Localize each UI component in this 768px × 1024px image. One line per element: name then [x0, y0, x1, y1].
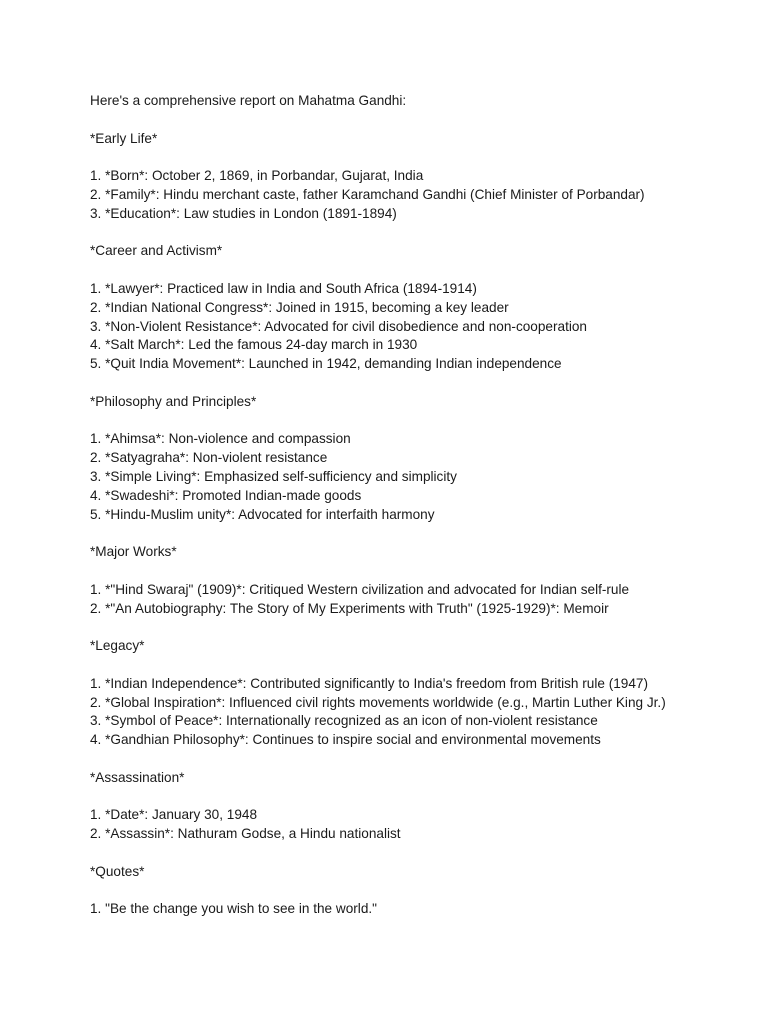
- major-works-list: [90, 581, 730, 619]
- list-item: 1. "Be the change you wish to see in the world.": [90, 901, 377, 917]
- spacer: [90, 787, 730, 806]
- section-heading-quotes: *Quotes*: [90, 863, 145, 879]
- quotes-list: [90, 900, 730, 919]
- list-item: 2. *Family*: Hindu merchant caste, father Karamchand Gandhi (Chief Minister of Porbandar): [90, 186, 645, 202]
- spacer: [90, 750, 730, 769]
- list-item: 3. *Symbol of Peace*: Internationally recognized as an icon of non-violent resistance: [90, 713, 598, 729]
- list-item: 5. *Quit India Movement*: Launched in 1942, demanding Indian independence: [90, 356, 562, 372]
- list-item: 2. *Satyagraha*: Non-violent resistance: [90, 450, 328, 466]
- list-item: 1. *Lawyer*: Practiced law in India and South Africa (1894-1914): [90, 280, 477, 296]
- list-item: 3. *Non-Violent Resistance*: Advocated for civil disobedience and non-cooperation: [90, 318, 587, 334]
- spacer: [90, 618, 730, 637]
- spacer: [90, 148, 730, 167]
- section-heading-philosophy: *Philosophy and Principles*: [90, 393, 257, 409]
- section-heading-assassination: *Assassination*: [90, 769, 185, 785]
- spacer: [90, 844, 730, 863]
- philosophy-list: [90, 430, 730, 524]
- list-item: 3. *Simple Living*: Emphasized self-sufficiency and simplicity: [90, 468, 457, 484]
- list-item: 2. *Global Inspiration*: Influenced civil rights movements worldwide (e.g., Martin Luther King Jr.): [90, 694, 666, 710]
- list-item: 1. *Date*: January 30, 1948: [90, 807, 258, 823]
- document-body: [90, 92, 730, 919]
- list-item: 2. *Indian National Congress*: Joined in 1915, becoming a key leader: [90, 299, 509, 315]
- list-item: 3. *Education*: Law studies in London (1891-1894): [90, 205, 397, 221]
- list-item: 2. *Assassin*: Nathuram Godse, a Hindu nationalist: [90, 826, 401, 842]
- spacer: [90, 224, 730, 243]
- list-item: 1. *Born*: October 2, 1869, in Porbandar, Gujarat, India: [90, 168, 424, 184]
- list-item: 1. *Indian Independence*: Contributed significantly to India's freedom from British rule (1947): [90, 675, 648, 691]
- career-list: [90, 280, 730, 374]
- intro-text: Here's a comprehensive report on Mahatma Gandhi:: [90, 93, 407, 108]
- spacer: [90, 111, 730, 130]
- list-item: 4. *Swadeshi*: Promoted Indian-made goods: [90, 487, 362, 503]
- section-heading-major-works: *Major Works*: [90, 544, 177, 560]
- assassination-list: [90, 806, 730, 844]
- list-item: 2. *"An Autobiography: The Story of My Experiments with Truth" (1925-1929)*: Memoir: [90, 600, 609, 616]
- spacer: [90, 261, 730, 280]
- list-item: 1. *"Hind Swaraj" (1909)*: Critiqued Western civilization and advocated for Indian self-rule: [90, 581, 630, 597]
- spacer: [90, 374, 730, 393]
- early-life-list: [90, 167, 730, 223]
- list-item: 1. *Ahimsa*: Non-violence and compassion: [90, 431, 351, 447]
- list-item: 5. *Hindu-Muslim unity*: Advocated for interfaith harmony: [90, 506, 435, 522]
- section-heading-early-life: *Early Life*: [90, 130, 158, 146]
- spacer: [90, 524, 730, 543]
- spacer: [90, 881, 730, 900]
- section-heading-legacy: *Legacy*: [90, 638, 145, 654]
- spacer: [90, 412, 730, 431]
- legacy-list: [90, 675, 730, 750]
- list-item: 4. *Gandhian Philosophy*: Continues to inspire social and environmental movements: [90, 732, 601, 748]
- spacer: [90, 656, 730, 675]
- spacer: [90, 562, 730, 581]
- section-heading-career: *Career and Activism*: [90, 243, 223, 259]
- list-item: 4. *Salt March*: Led the famous 24-day march in 1930: [90, 337, 418, 353]
